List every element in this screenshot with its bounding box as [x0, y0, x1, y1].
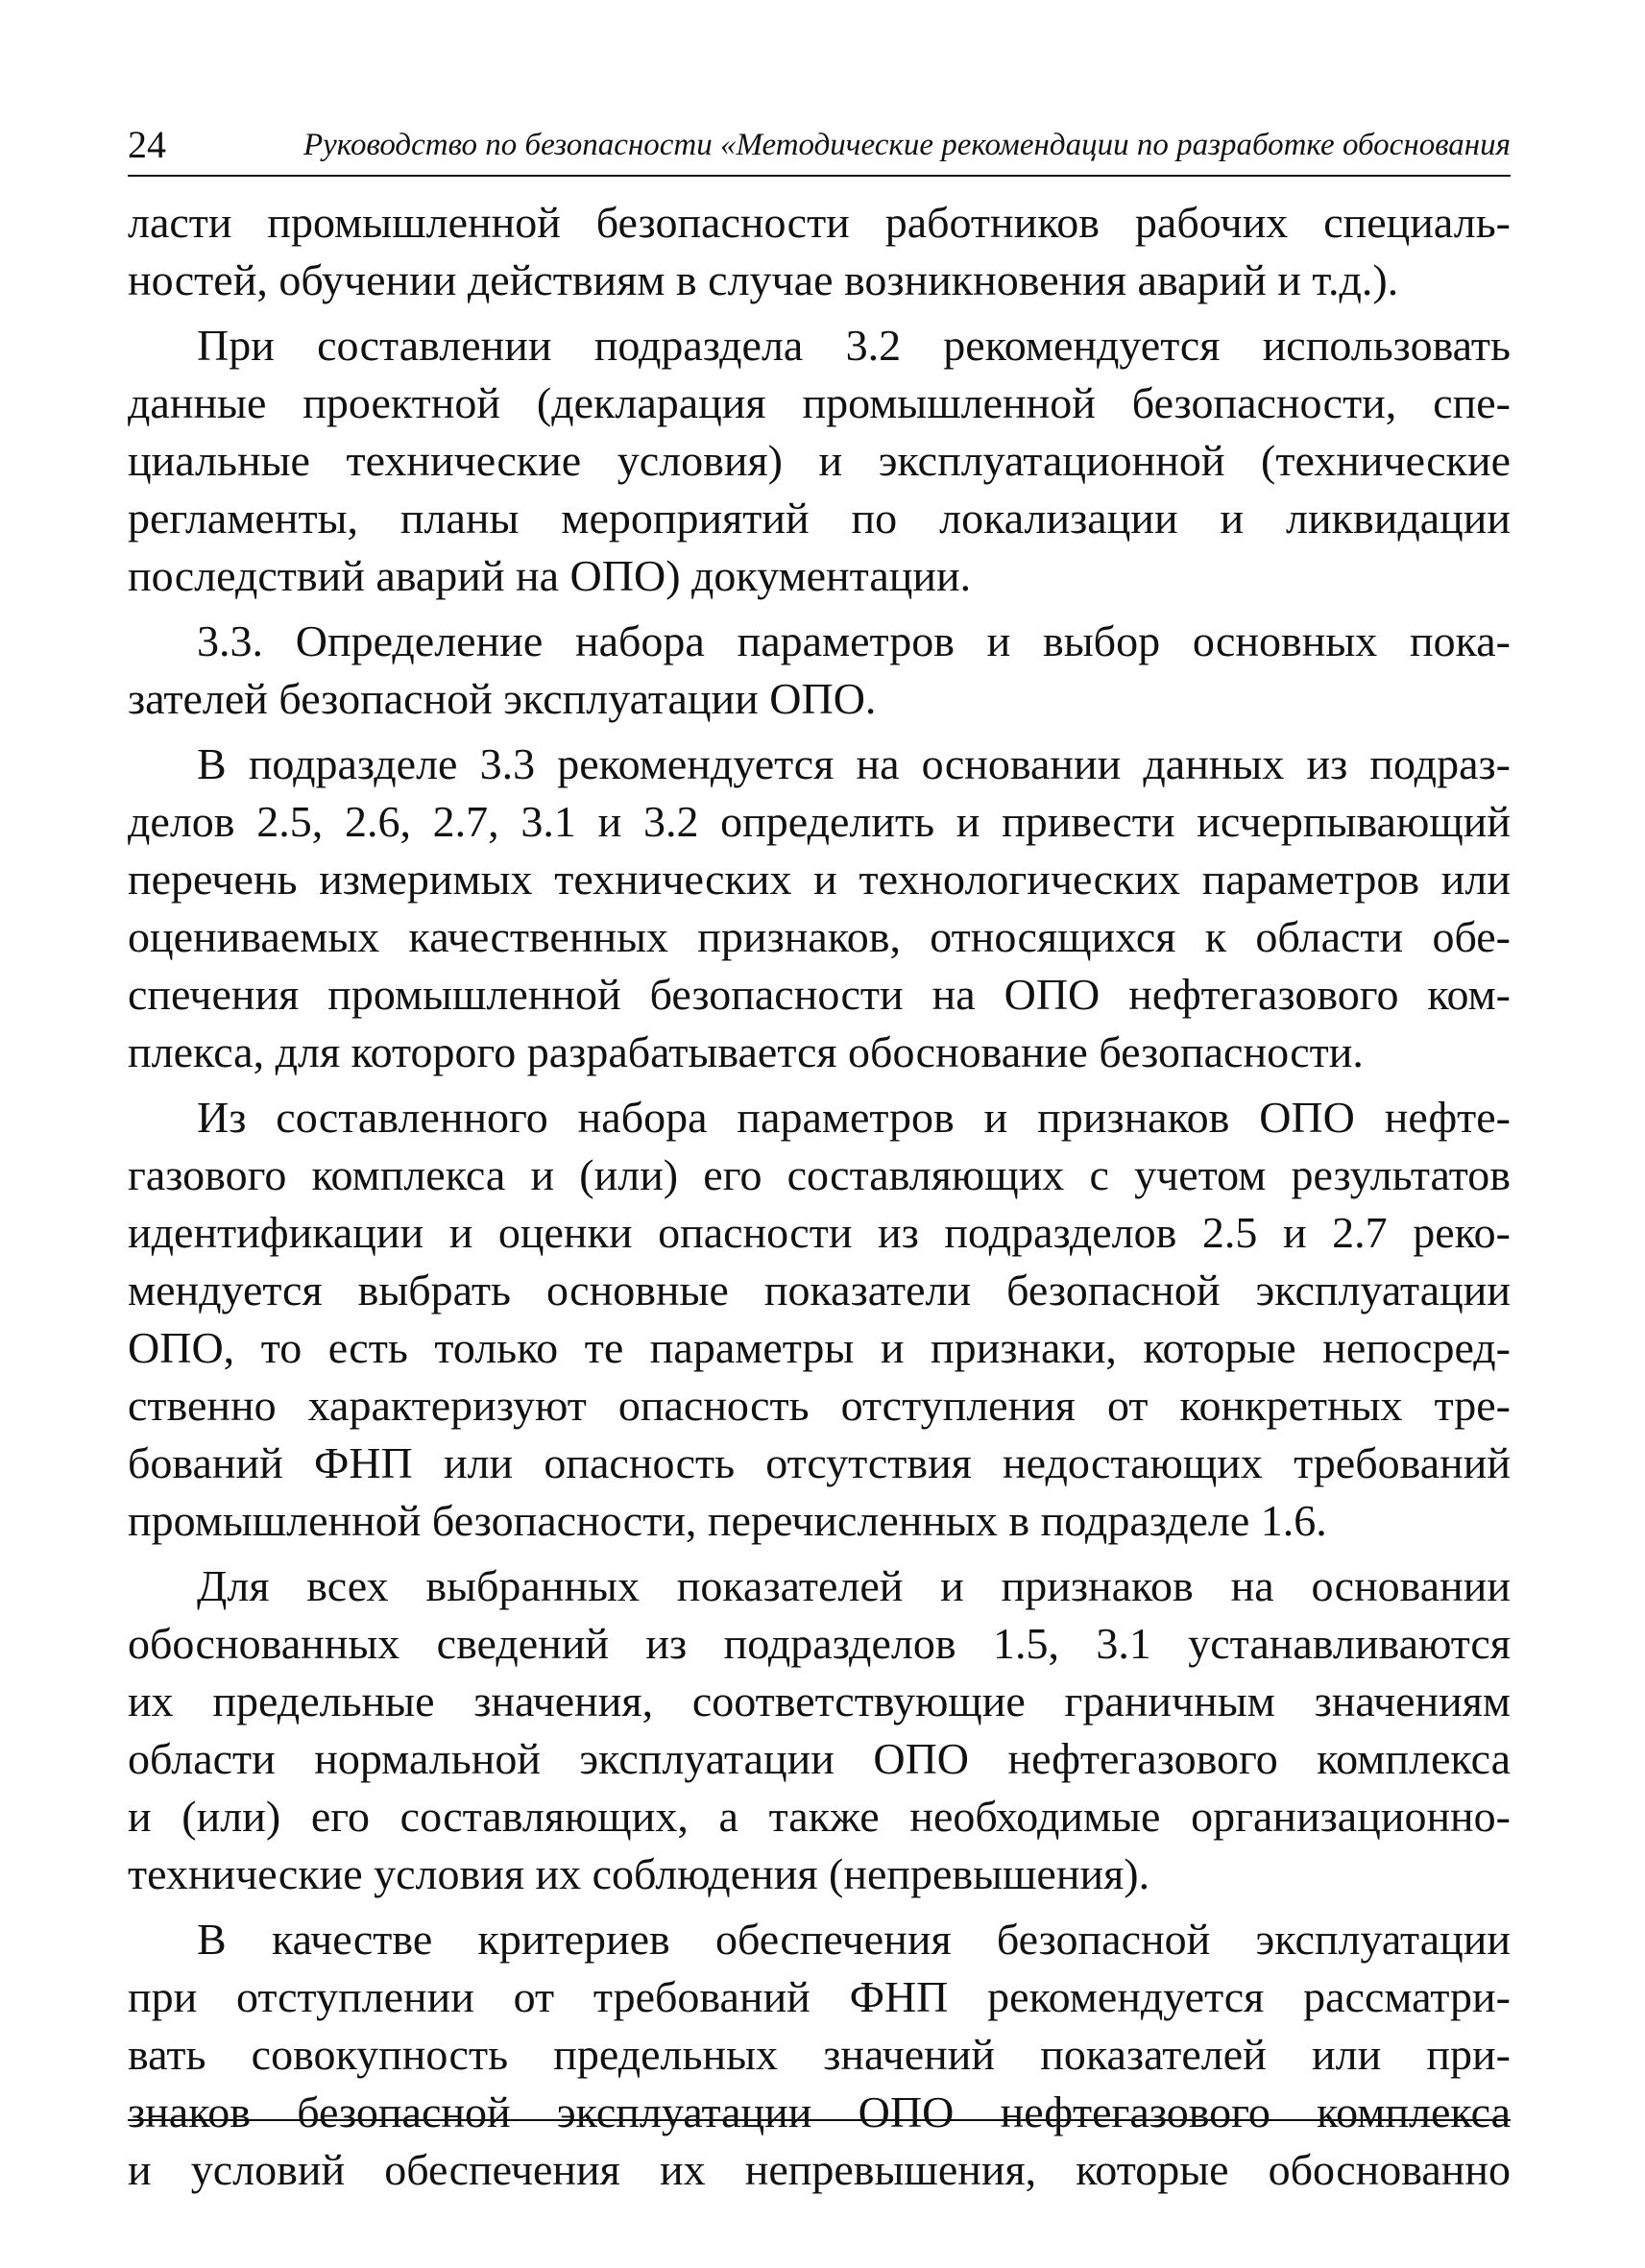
text-line: Для всех выбранных показателей и признаков на основании [197, 1561, 1511, 1610]
text-line: промышленной безопасности, перечисленных в подразделе 1.6. [128, 1496, 1327, 1545]
text-line: В качестве критериев обеспечения безопасной эксплуатации [197, 1915, 1511, 1964]
text-line: при отступлении от требований ФНП рекомендуется рассматри- [128, 1972, 1511, 2021]
text-line: последствий аварий на ОПО) документации. [128, 551, 972, 600]
text-line: обоснованных сведений из подразделов 1.5, 3.1 устанавливаются [128, 1619, 1511, 1668]
paragraph [128, 317, 1511, 605]
text-line: делов 2.5, 2.6, 2.7, 3.1 и 3.2 определить и привести исчерпывающий [128, 797, 1511, 846]
page-number: 24 [128, 123, 166, 166]
text-line: Из составленного набора параметров и признаков ОПО нефте- [197, 1093, 1511, 1142]
text-line: вать совокупность предельных значений показателей или при- [128, 2030, 1511, 2079]
text-line: регламенты, планы мероприятий по локализации и ликвидации [128, 494, 1511, 543]
text-line: ОПО, то есть только те параметры и признаки, которые непосред- [128, 1323, 1511, 1372]
running-title: Руководство по безопасности «Методические рекомендации по разработке обоснования [302, 128, 1511, 162]
paragraph [128, 1557, 1511, 1903]
text-line: 3.3. Определение набора параметров и выбор основных пока- [197, 616, 1511, 665]
paragraph [128, 1911, 1511, 2199]
body-text [128, 194, 1511, 2207]
text-line: газового комплекса и (или) его составляющих с учетом результатов [128, 1150, 1511, 1199]
text-line: ственно характеризуют опасность отступления от конкретных тре- [128, 1381, 1511, 1430]
text-line: зателей безопасной эксплуатации ОПО. [128, 674, 877, 723]
text-line: ностей, обучении действиям в случае возникновения аварий и т.д.). [128, 255, 1399, 304]
text-line: мендуется выбрать основные показатели безопасной эксплуатации [128, 1266, 1511, 1315]
text-line: циальные технические условия) и эксплуатационной (технические [128, 436, 1511, 485]
text-line: ласти промышленной безопасности работников рабочих специаль- [128, 198, 1511, 247]
text-line: знаков безопасной эксплуатации ОПО нефтегазового комплекса [128, 2087, 1511, 2136]
bottom-rule [128, 2119, 1511, 2121]
text-line: и (или) его составляющих, а также необходимые организационно- [128, 1792, 1511, 1841]
paragraph [128, 736, 1511, 1081]
running-header [128, 115, 1511, 177]
text-line: их предельные значения, соответствующие граничным значениям [128, 1677, 1511, 1725]
text-line: плекса, для которого разрабатывается обоснование безопасности. [128, 1027, 1364, 1076]
text-line: В подразделе 3.3 рекомендуется на основании данных из подраз- [197, 739, 1511, 788]
text-line: бований ФНП или опасность отсутствия недостающих требований [128, 1438, 1511, 1487]
text-line: и условий обеспечения их непревышения, которые обоснованно [128, 2145, 1511, 2194]
text-line: области нормальной эксплуатации ОПО нефтегазового комплекса [128, 1734, 1511, 1783]
text-line: спечения промышленной безопасности на ОПО нефтегазового ком- [128, 970, 1511, 1019]
text-line: данные проектной (декларация промышленной безопасности, спе- [128, 378, 1511, 427]
text-line: При составлении подраздела 3.2 рекомендуется использовать [197, 321, 1511, 370]
text-line: технические условия их соблюдения (непревышения). [128, 1849, 1150, 1898]
text-line: оцениваемых качественных признаков, относящихся к области обе- [128, 912, 1511, 961]
paragraph [128, 613, 1511, 728]
text-line: перечень измеримых технических и технологических параметров или [128, 855, 1511, 904]
text-line: идентификации и оценки опасности из подразделов 2.5 и 2.7 реко- [128, 1208, 1511, 1257]
paragraph [128, 1089, 1511, 1550]
paragraph [128, 194, 1511, 309]
